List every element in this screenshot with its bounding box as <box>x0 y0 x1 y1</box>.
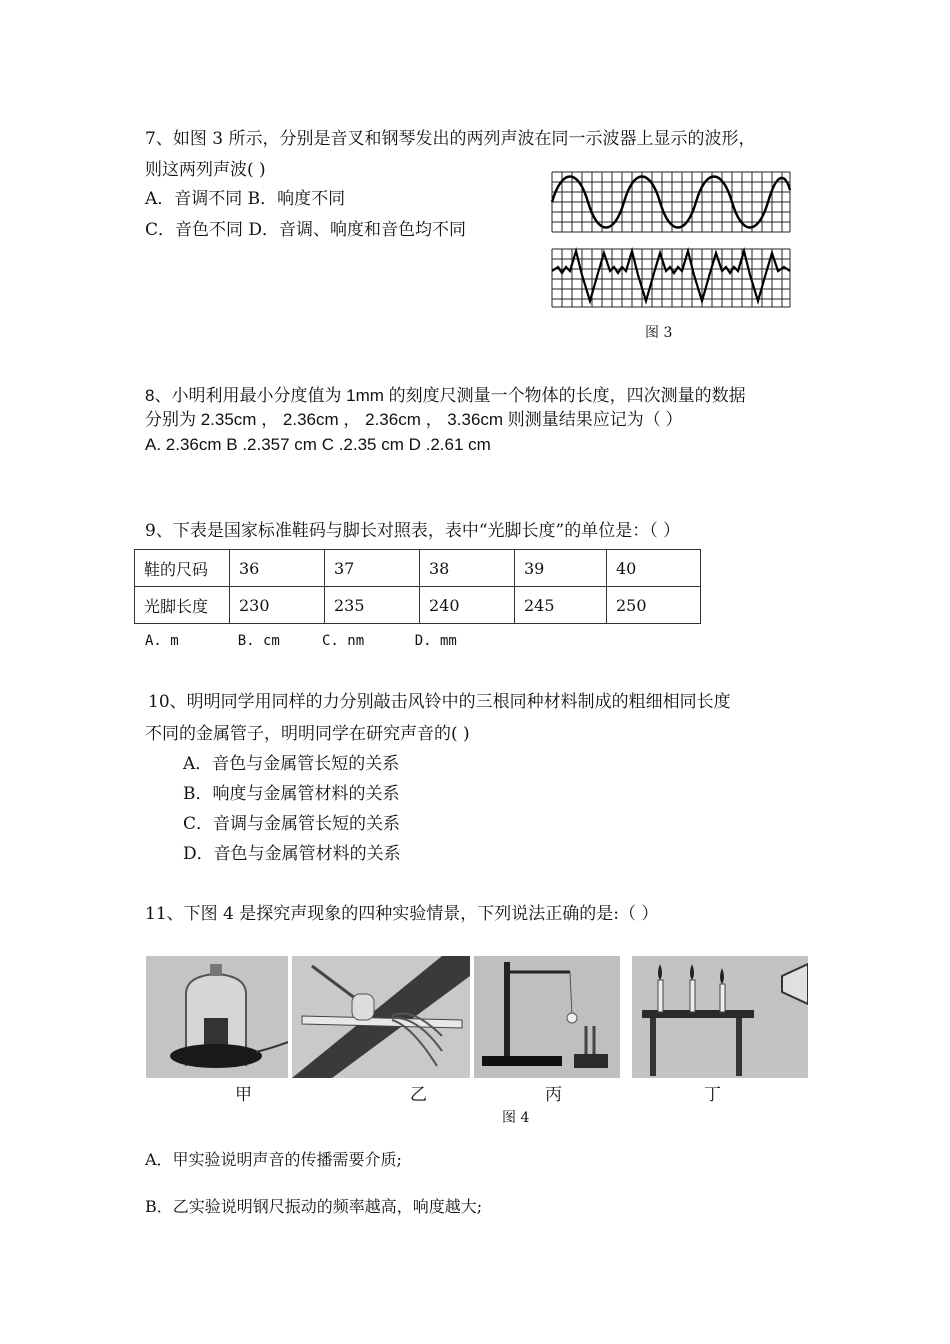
q10-line2: 不同的金属管子，明明同学在研究声音的( ) <box>145 724 470 744</box>
q7-options-row2: C．音色不同 D．音调、响度和音色均不同 <box>145 220 467 240</box>
photo-candles-speaker <box>632 956 808 1078</box>
q7-line1: 7、如图 3 所示，分别是音叉和钢琴发出的两列声波在同一示波器上显示的波形， <box>145 129 756 149</box>
photo-tuning-fork-ball <box>474 956 620 1078</box>
q7-line2: 则这两列声波( ) <box>145 160 266 180</box>
q9-line1: 9、下表是国家标准鞋码与脚长对照表，表中“光脚长度”的单位是：（ ） <box>145 521 681 541</box>
q10-option-a: A．音色与金属管长短的关系 <box>183 754 400 774</box>
photo-label-jia: 甲 <box>235 1085 252 1104</box>
q9-options: A. m B. cm C. nm D. mm <box>145 633 457 649</box>
waveform-piano <box>550 245 792 311</box>
q7-options-row1: A．音调不同 B．响度不同 <box>145 189 346 209</box>
table-cell: 240 <box>420 587 515 624</box>
table-row <box>135 587 701 624</box>
q10-option-b: B．响度与金属管材料的关系 <box>183 784 400 804</box>
table-cell: 230 <box>230 587 325 624</box>
q10-option-d: D．音色与金属管材料的关系 <box>183 844 401 864</box>
q11-option-b: B．乙实验说明钢尺振动的频率越高，响度越大; <box>145 1197 483 1216</box>
figure3-caption: 图 3 <box>645 325 673 341</box>
table-cell: 250 <box>607 587 701 624</box>
table-cell: 36 <box>230 550 325 587</box>
table-cell: 38 <box>420 550 515 587</box>
waveform-tuning-fork <box>550 170 792 240</box>
q8-line1: 8、小明利用最小分度值为 1mm 的刻度尺测量一个物体的长度，四次测量的数据 <box>145 386 746 405</box>
table-cell: 235 <box>325 587 420 624</box>
table-cell: 245 <box>515 587 607 624</box>
q11-line1: 11、下图 4 是探究声现象的四种实验情景，下列说法正确的是:（ ） <box>145 904 659 924</box>
table-cell: 鞋的尺码 <box>135 550 230 587</box>
photo-label-ding: 丁 <box>704 1085 721 1104</box>
table-cell: 光脚长度 <box>135 587 230 624</box>
q10-option-c: C．音调与金属管长短的关系 <box>183 814 401 834</box>
table-cell: 40 <box>607 550 701 587</box>
figure4-caption: 图 4 <box>502 1110 530 1126</box>
q8-line2: 分别为 2.35cm ， 2.36cm ， 2.36cm ， 3.36cm 则测量结果应记为（ ） <box>145 410 683 429</box>
photo-label-bing: 丙 <box>545 1085 562 1104</box>
table-cell: 37 <box>325 550 420 587</box>
table-cell: 39 <box>515 550 607 587</box>
photo-label-yi: 乙 <box>410 1085 427 1104</box>
table-row <box>135 550 701 587</box>
q11-option-a: A．甲实验说明声音的传播需要介质; <box>145 1150 402 1169</box>
q10-line1: 10、明明同学用同样的力分别敲击风铃中的三根同种材料制成的粗细相同长度 <box>148 692 731 712</box>
photo-bell-jar <box>146 956 288 1078</box>
shoe-size-table <box>134 549 701 624</box>
q8-options: A. 2.36cm B .2.357 cm C .2.35 cm D .2.61 cm <box>145 435 491 454</box>
photo-steel-ruler <box>292 956 470 1078</box>
